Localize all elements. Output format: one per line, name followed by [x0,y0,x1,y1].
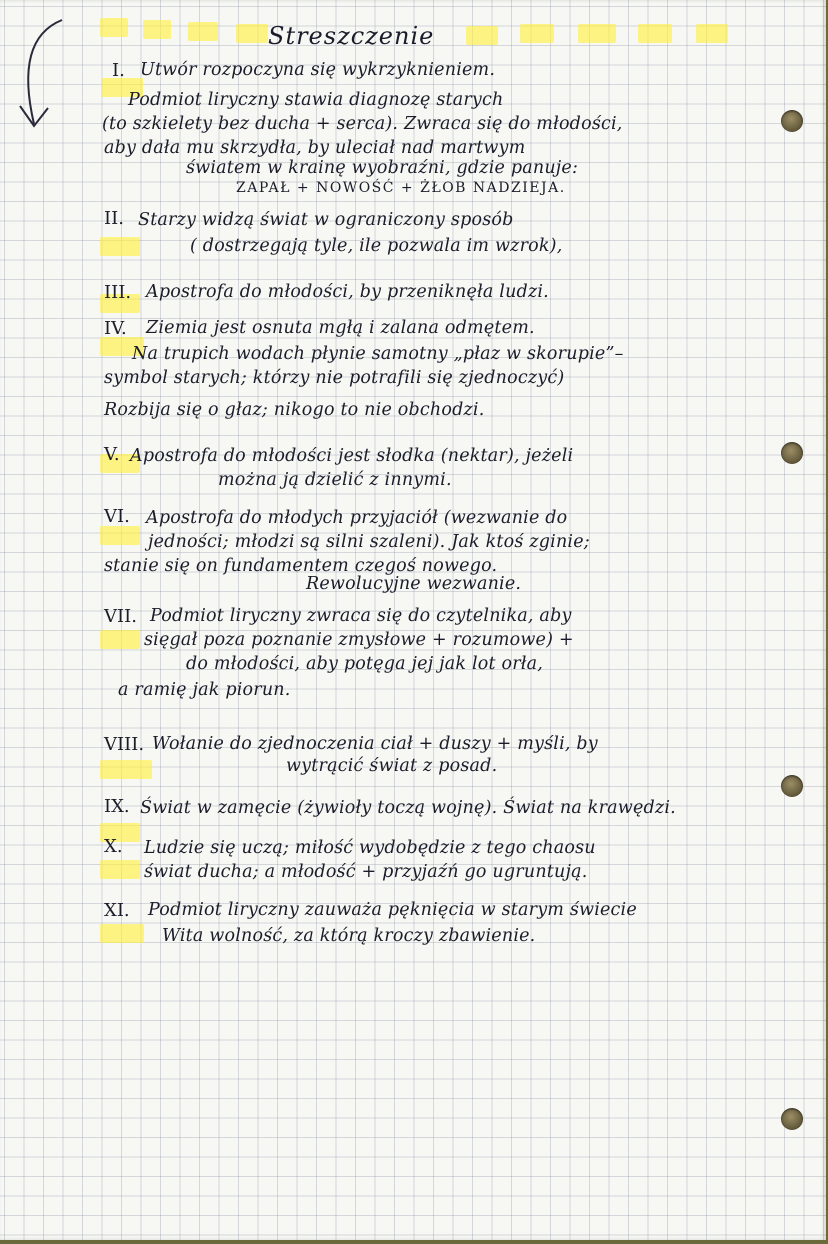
note-line: Na trupich wodach płynie samotny „płaz w skorupie”– [132,344,624,364]
note-line: wytrącić świat z posad. [286,756,498,776]
note-line: Ziemia jest osnuta mgłą i zalana odmętem. [146,318,535,338]
note-line: do młodości, aby potęga jej jak lot orła, [186,654,544,674]
section-marker-highlight [100,760,152,779]
section-number: II. [104,208,124,229]
note-line: świat ducha; a młodość + przyjaźń go ugruntują. [144,862,588,882]
section-marker-highlight [100,237,140,256]
section-marker-highlight [100,924,144,943]
note-line: Podmiot liryczny stawia diagnozę starych [128,90,504,110]
note-line: Wita wolność, za którą kroczy zbawienie. [162,926,536,946]
page-title: Streszczenie [268,22,435,50]
binder-hole-icon [781,110,803,132]
note-line: Utwór rozpoczyna się wykrzyknieniem. [140,60,496,80]
section-marker-highlight [100,526,140,545]
section-number: VIII. [104,734,145,755]
note-line: Starzy widzą świat w ograniczony sposób [138,210,514,230]
section-number: IV. [104,318,127,339]
section-number: VI. [104,506,130,527]
note-line: Apostrofa do młodości, by przeniknęła ludzi. [146,282,549,302]
note-line: Wołanie do zjednoczenia ciał + duszy + myśli, by [152,734,598,754]
binder-hole-icon [781,442,803,464]
note-line: aby dała mu skrzydła, by uleciał nad martwym [104,138,526,158]
note-line: symbol starych; którzy nie potrafili się zjednoczyć) [104,368,565,388]
binder-hole-icon [781,1108,803,1130]
note-line: a ramię jak piorun. [118,680,291,700]
section-number: XI. [104,900,130,921]
note-line: sięgał poza poznanie zmysłowe + rozumowe) + [144,630,574,650]
section-number: I. [112,60,125,81]
note-line: Apostrofa do młodych przyjaciół (wezwanie do [146,508,568,528]
note-line: można ją dzielić z innymi. [218,470,452,490]
section-number: VII. [104,606,137,627]
note-line: ZAPAŁ + NOWOŚĆ + ŻŁOB NADZIEJA. [236,180,566,196]
arrow-down-curved-icon [10,14,70,134]
note-line: Rozbija się o głaz; nikogo to nie obchodzi. [104,400,485,420]
note-line: Rewolucyjne wezwanie. [306,574,522,594]
note-line: stanie się on fundamentem czegoś nowego. [104,556,498,576]
note-line: (to szkielety bez ducha + serca). Zwraca się do młodości, [102,114,623,134]
note-line: ( dostrzegają tyle, ile pozwala im wzrok), [190,236,563,256]
note-line: Apostrofa do młodości jest słodka (nektar), jeżeli [130,446,574,466]
note-line: jedności; młodzi są silni szaleni). Jak ktoś zginie; [148,532,590,552]
note-line: Podmiot liryczny zwraca się do czytelnika, aby [150,606,572,626]
binder-hole-icon [781,775,803,797]
section-number: V. [104,444,120,465]
section-number: III. [104,282,132,303]
note-line: Ludzie się uczą; miłość wydobędzie z tego chaosu [144,838,596,858]
section-marker-highlight [100,630,140,649]
section-number: X. [104,836,123,857]
note-line: Podmiot liryczny zauważa pęknięcia w starym świecie [148,900,637,920]
note-line: światem w krainę wyobraźni, gdzie panuje: [186,158,579,178]
section-number: IX. [104,796,130,817]
section-marker-highlight [100,860,140,879]
note-line: Świat w zamęcie (żywioły toczą wojnę). Świat na krawędzi. [140,798,676,818]
